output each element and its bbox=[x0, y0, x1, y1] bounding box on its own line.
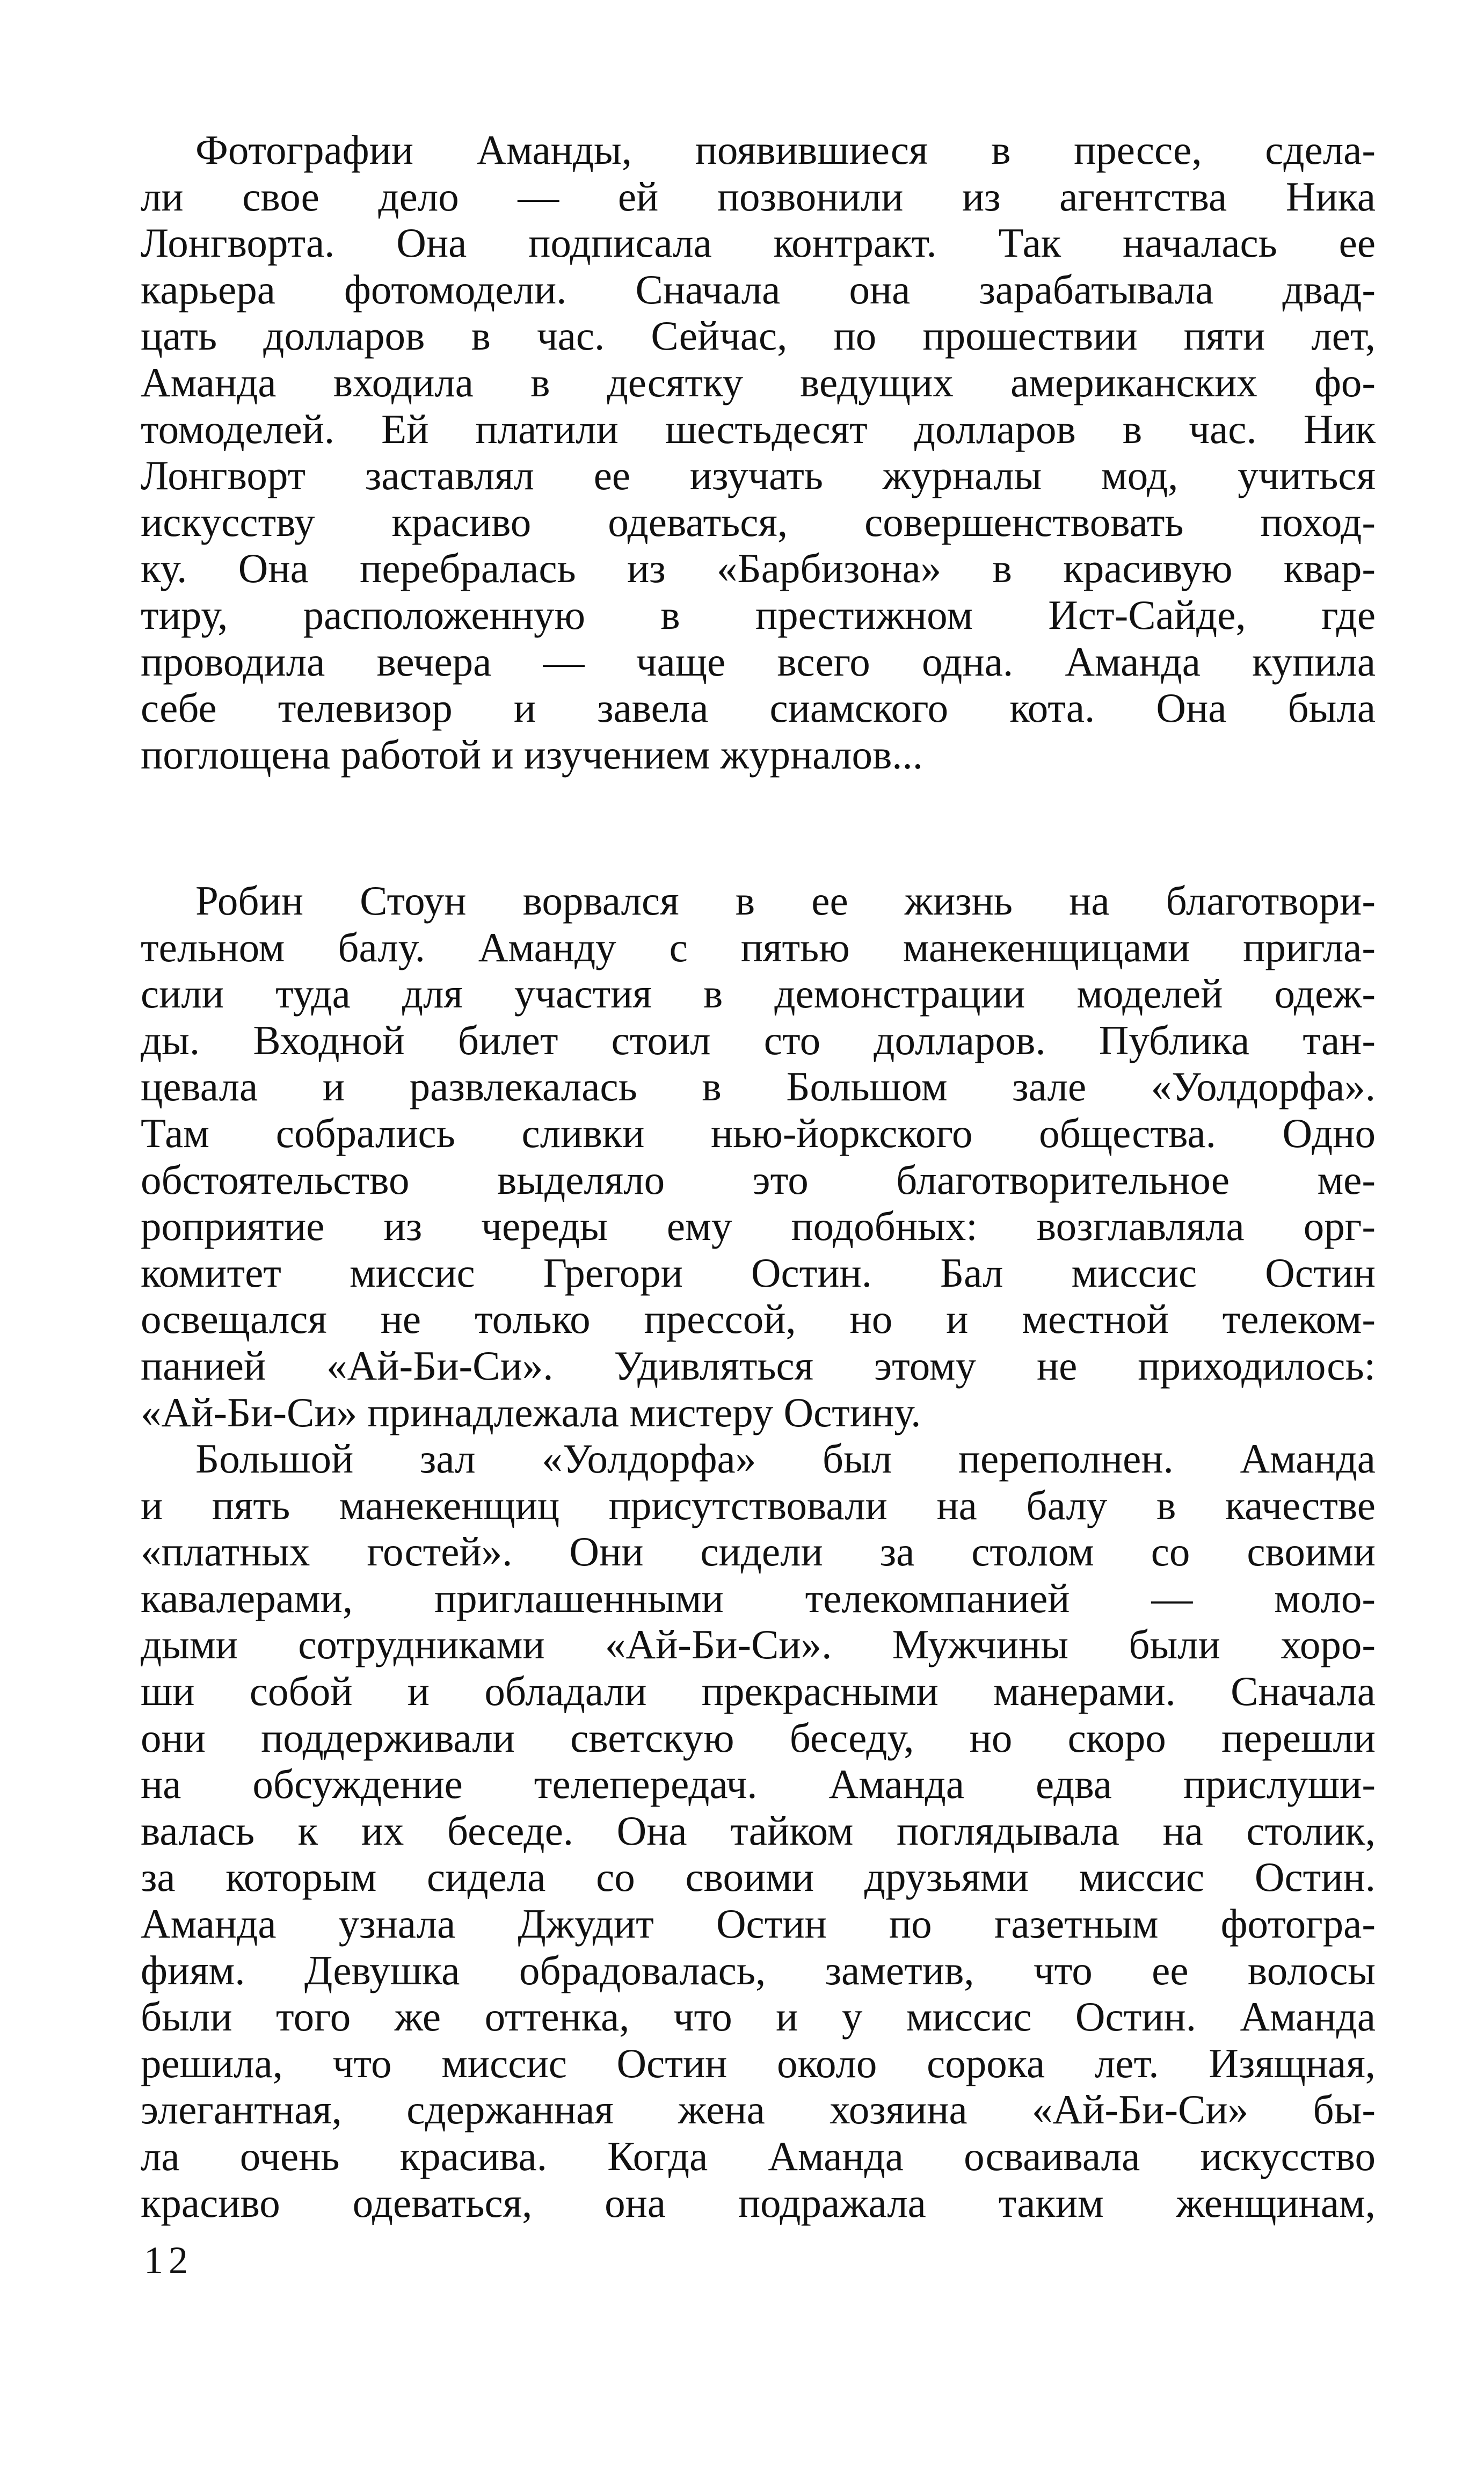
text-line: панией «Ай-Би-Си». Удивляться этому не приходилось: bbox=[141, 1342, 1376, 1389]
text-line: ла очень красива. Когда Аманда осваивала искусство bbox=[141, 2133, 1376, 2179]
text-line: фиям. Девушка обрадовалась, заметив, что ее волосы bbox=[141, 1947, 1376, 1993]
page-number: 12 bbox=[144, 2239, 193, 2282]
text-line: Фотографии Аманды, появившиеся в прессе, сдела- bbox=[195, 127, 1376, 173]
text-line: комитет миссис Грегори Остин. Бал миссис Остин bbox=[141, 1249, 1376, 1296]
text-line: были того же оттенка, что и у миссис Остин. Аманда bbox=[141, 1993, 1376, 2040]
text-line: поглощена работой и изучением журналов... bbox=[141, 731, 923, 778]
text-line: Лонгворта. Она подписала контракт. Так началась ее bbox=[141, 220, 1376, 266]
text-line: и пять манекенщиц присутствовали на балу в качестве bbox=[141, 1482, 1376, 1528]
text-line: ды. Входной билет стоил сто долларов. Публика тан- bbox=[141, 1017, 1376, 1063]
paragraph-1 bbox=[141, 127, 1376, 778]
text-line: освещался не только прессой, но и местной телеком- bbox=[141, 1296, 1376, 1343]
text-line: проводила вечера — чаще всего одна. Аманда купила bbox=[141, 638, 1376, 685]
text-line: они поддерживали светскую беседу, но скоро перешли bbox=[141, 1714, 1376, 1761]
text-line: валась к их беседе. Она тайком поглядывала на столик, bbox=[141, 1807, 1376, 1854]
text-line: «Ай-Би-Си» принадлежала мистеру Остину. bbox=[141, 1389, 921, 1435]
text-line: цевала и развлекалась в Большом зале «Уолдорфа». bbox=[141, 1063, 1376, 1110]
text-line: Аманда узнала Джудит Остин по газетным фотогра- bbox=[141, 1900, 1376, 1947]
text-line: за которым сидела со своими друзьями миссис Остин. bbox=[141, 1854, 1376, 1901]
text-line: томоделей. Ей платили шестьдесят долларов в час. Ник bbox=[141, 405, 1376, 452]
text-line: Лонгворт заставлял ее изучать журналы мод, учиться bbox=[141, 452, 1376, 499]
text-line: себе телевизор и завела сиамского кота. Она была bbox=[141, 685, 1376, 731]
text-line: кавалерами, приглашенными телекомпанией — моло- bbox=[141, 1575, 1376, 1621]
text-line: ли свое дело — ей позвонили из агентства Ника bbox=[141, 173, 1376, 220]
text-line: обстоятельство выделяло это благотворительное ме- bbox=[141, 1156, 1376, 1203]
paragraph-2 bbox=[141, 877, 1376, 1435]
text-line: красиво одеваться, она подражала таким женщинам, bbox=[141, 2179, 1376, 2226]
text-line: «платных гостей». Они сидели за столом со своими bbox=[141, 1528, 1376, 1575]
text-line: дыми сотрудниками «Ай-Би-Си». Мужчины были хоро- bbox=[141, 1621, 1376, 1668]
text-line: сили туда для участия в демонстрации моделей одеж- bbox=[141, 970, 1376, 1017]
text-line: карьера фотомодели. Сначала она зарабатывала двад- bbox=[141, 266, 1376, 313]
text-line: на обсуждение телепередач. Аманда едва прислуши- bbox=[141, 1761, 1376, 1808]
text-line: цать долларов в час. Сейчас, по прошествии пяти лет, bbox=[141, 313, 1376, 359]
text-line: тиру, расположенную в престижном Ист-Сайде, где bbox=[141, 591, 1376, 638]
text-line: ку. Она перебралась из «Барбизона» в красивую квар- bbox=[141, 545, 1376, 592]
text-line: искусству красиво одеваться, совершенствовать поход- bbox=[141, 498, 1376, 545]
text-line: решила, что миссис Остин около сорока лет. Изящная, bbox=[141, 2040, 1376, 2086]
text-line: роприятие из череды ему подобных: возглавляла орг- bbox=[141, 1203, 1376, 1250]
text-line: элегантная, сдержанная жена хозяина «Ай-Би-Си» бы- bbox=[141, 2086, 1376, 2133]
text-line: ши собой и обладали прекрасными манерами. Сначала bbox=[141, 1667, 1376, 1714]
paragraph-3 bbox=[141, 1435, 1376, 2226]
text-line: Робин Стоун ворвался в ее жизнь на благотвори- bbox=[195, 877, 1376, 924]
text-line: Там собрались сливки нью-йоркского общества. Одно bbox=[141, 1109, 1376, 1156]
text-line: тельном балу. Аманду с пятью манекенщицами пригла- bbox=[141, 924, 1376, 970]
text-line: Большой зал «Уолдорфа» был переполнен. Аманда bbox=[195, 1435, 1376, 1482]
text-line: Аманда входила в десятку ведущих американских фо- bbox=[141, 359, 1376, 405]
